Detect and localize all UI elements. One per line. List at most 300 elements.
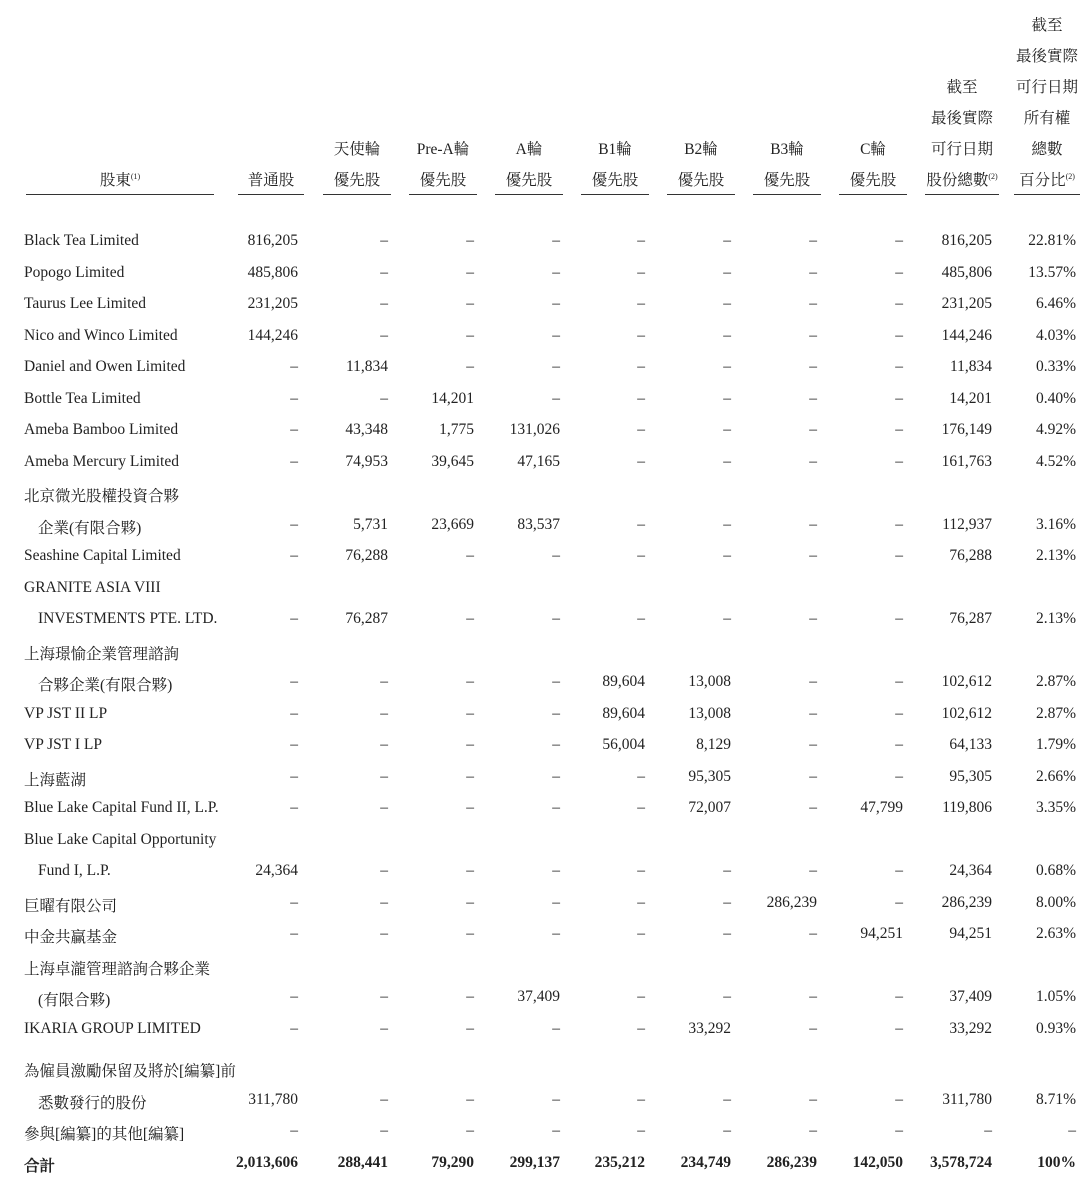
cell-value: –	[466, 893, 474, 911]
table-row	[0, 799, 1080, 831]
cell-value: –	[466, 673, 474, 690]
column-header-line	[409, 134, 477, 165]
column-header-line	[495, 165, 563, 196]
cell-value: 56,004	[602, 736, 645, 753]
cell-value: 24,364	[949, 862, 992, 879]
cell-value: 161,763	[941, 452, 992, 470]
shareholder-name: VP JST I LP	[24, 736, 102, 753]
cell-value: –	[290, 988, 298, 1005]
cell-value: 43,348	[345, 421, 388, 438]
cell-value: –	[723, 326, 731, 344]
cell-value: –	[380, 326, 388, 344]
header-underline	[495, 194, 563, 195]
column-header	[581, 134, 649, 196]
cell-value: –	[809, 736, 817, 753]
column-header-line	[1014, 103, 1080, 134]
total-row	[0, 1154, 1080, 1186]
cell-value: 142,050	[852, 1153, 903, 1171]
column-header-text: B3輪	[770, 141, 804, 158]
header-underline	[925, 194, 999, 195]
cell-value: –	[290, 736, 298, 753]
column-header-line	[238, 165, 304, 196]
footnote-marker: (1)	[130, 171, 141, 181]
column-header-line	[323, 165, 391, 196]
column-header-text: 優先股	[333, 172, 381, 189]
column-header-text: 優先股	[419, 172, 467, 189]
cell-value: –	[723, 862, 731, 879]
table-row	[0, 768, 1080, 800]
shareholder-name: 合計	[24, 1157, 56, 1175]
shareholder-name: Blue Lake Capital Opportunity	[24, 830, 217, 848]
cell-value: 286,239	[766, 893, 817, 911]
cell-value: 8,129	[696, 736, 731, 753]
column-header-line	[323, 134, 391, 165]
header-underline	[26, 194, 214, 195]
shareholder-name: Daniel and Owen Limited	[24, 358, 186, 375]
cell-value: –	[552, 893, 560, 911]
cell-value: 95,305	[949, 767, 992, 785]
cell-value: 79,290	[431, 1153, 474, 1171]
cell-value: –	[380, 925, 388, 942]
cell-value: 235,212	[594, 1153, 645, 1171]
cell-value: 286,239	[941, 893, 992, 911]
cell-value: –	[466, 1019, 474, 1037]
table-row	[0, 642, 1080, 705]
column-header-line	[1014, 10, 1080, 41]
table-row	[0, 894, 1080, 926]
cell-value: –	[552, 1090, 560, 1108]
column-header-text: C輪	[860, 141, 886, 158]
cell-value: 286,239	[766, 1153, 817, 1171]
shareholder-name: (有限合夥)	[38, 992, 111, 1009]
cell-value: 3.16%	[1035, 515, 1076, 533]
table-row	[0, 579, 1080, 642]
table-row	[0, 705, 1080, 737]
column-header	[323, 134, 391, 196]
cell-value: 47,799	[860, 799, 903, 816]
cell-value: –	[723, 925, 731, 942]
cell-value: 8.00%	[1035, 893, 1076, 911]
table-row	[0, 1059, 1080, 1122]
column-header-line	[1014, 41, 1080, 72]
cell-value: –	[895, 610, 903, 627]
cell-value: –	[552, 799, 560, 816]
cell-value: –	[809, 389, 817, 407]
column-header-text: 優先股	[505, 172, 553, 189]
column-header-text: 截至	[1031, 17, 1063, 34]
cell-value: 3,578,724	[930, 1153, 992, 1171]
cell-value: –	[552, 736, 560, 753]
cell-value: –	[809, 232, 817, 249]
header-underline	[238, 194, 304, 195]
cell-value: –	[723, 1122, 731, 1139]
column-header	[1014, 10, 1080, 196]
cell-value: 23,669	[431, 515, 474, 533]
cell-value: –	[723, 1090, 731, 1108]
cell-value: 76,287	[949, 610, 992, 627]
cell-value: 0.40%	[1035, 389, 1076, 407]
column-header-text: 截至	[946, 79, 978, 96]
column-header-line	[1014, 134, 1080, 165]
cell-value: –	[723, 232, 731, 249]
shareholder-name: Taurus Lee Limited	[24, 295, 147, 312]
cell-value: –	[552, 547, 560, 564]
cell-value: 2.13%	[1035, 610, 1076, 627]
cell-value: 76,288	[949, 547, 992, 564]
column-header-text: B1輪	[598, 141, 632, 158]
cell-value: 2.13%	[1035, 547, 1076, 564]
table-row	[0, 358, 1080, 390]
column-header-text: 百分比	[1019, 172, 1066, 189]
header-underline	[667, 194, 735, 195]
cell-value: –	[552, 358, 560, 375]
table-row	[0, 421, 1080, 453]
cell-value: –	[637, 988, 645, 1005]
cell-value: –	[290, 704, 298, 722]
column-header-line	[1014, 72, 1080, 103]
cell-value: –	[809, 452, 817, 470]
cell-value: –	[637, 263, 645, 281]
cell-value: 231,205	[247, 295, 298, 312]
column-header	[925, 72, 999, 196]
cell-value: –	[809, 421, 817, 438]
shareholder-name: 悉數發行的股份	[38, 1094, 147, 1112]
column-header	[26, 165, 214, 196]
cell-value: –	[809, 862, 817, 879]
cell-value: 1.05%	[1035, 988, 1076, 1005]
cell-value: –	[380, 1019, 388, 1037]
cell-value: –	[895, 988, 903, 1005]
cell-value: –	[723, 358, 731, 375]
cell-value: –	[290, 1122, 298, 1139]
cell-value: –	[895, 547, 903, 564]
cell-value: 288,441	[337, 1153, 388, 1171]
cell-value: –	[809, 925, 817, 942]
cell-value: 311,780	[942, 1090, 992, 1108]
header-underline	[839, 194, 907, 195]
cell-value: 4.92%	[1035, 421, 1076, 438]
table-row	[0, 736, 1080, 768]
shareholder-name: 上海藍湖	[24, 771, 87, 789]
cell-value: –	[380, 704, 388, 722]
cell-value: 2.87%	[1035, 673, 1076, 690]
cell-value: –	[895, 295, 903, 312]
column-header-line	[925, 134, 999, 165]
cell-value: 144,246	[941, 326, 992, 344]
column-header-line	[581, 134, 649, 165]
cell-value: –	[637, 1122, 645, 1139]
cell-value: –	[466, 358, 474, 375]
cell-value: –	[466, 704, 474, 722]
cell-value: 144,246	[247, 326, 298, 344]
cell-value: 816,205	[247, 232, 298, 249]
cell-value: 119,806	[942, 799, 992, 816]
column-header-text: 股東	[99, 172, 131, 189]
cell-value: –	[637, 1090, 645, 1108]
table-row	[0, 327, 1080, 359]
cell-value: 37,409	[949, 988, 992, 1005]
cell-value: 816,205	[941, 232, 992, 249]
cell-value: –	[380, 1122, 388, 1139]
shareholder-name: Bottle Tea Limited	[24, 389, 141, 407]
cell-value: –	[380, 295, 388, 312]
cell-value: –	[466, 610, 474, 627]
cell-value: –	[466, 862, 474, 879]
header-underline	[323, 194, 391, 195]
cell-value: –	[466, 925, 474, 942]
cell-value: –	[380, 389, 388, 407]
cell-value: –	[809, 1122, 817, 1139]
cell-value: –	[637, 515, 645, 533]
cell-value: –	[637, 799, 645, 816]
cell-value: 24,364	[255, 862, 298, 879]
shareholder-name: INVESTMENTS PTE. LTD.	[38, 610, 218, 627]
column-header-text: 天使輪	[333, 141, 381, 158]
cell-value: –	[290, 452, 298, 470]
cell-value: 47,165	[517, 452, 560, 470]
cell-value: –	[637, 925, 645, 942]
footnote-marker: (2)	[1065, 171, 1075, 181]
cell-value: –	[809, 610, 817, 627]
cell-value: –	[723, 452, 731, 470]
cell-value: –	[466, 736, 474, 753]
cell-value: –	[637, 767, 645, 785]
table-row	[0, 1122, 1080, 1154]
cell-value: –	[552, 232, 560, 249]
cell-value: –	[895, 736, 903, 753]
cell-value: 72,007	[688, 799, 731, 816]
cell-value: –	[552, 704, 560, 722]
column-header-text: 可行日期	[930, 141, 993, 158]
cell-value: –	[809, 326, 817, 344]
cell-value: –	[723, 988, 731, 1005]
cell-value: 83,537	[517, 515, 560, 533]
table-row	[0, 547, 1080, 579]
cell-value: –	[552, 295, 560, 312]
cell-value: –	[637, 421, 645, 438]
cell-value: –	[637, 862, 645, 879]
shareholder-name: 企業(有限合夥)	[38, 519, 142, 537]
cell-value: 76,288	[345, 547, 388, 564]
cell-value: –	[809, 704, 817, 722]
cell-value: 11,834	[345, 358, 388, 375]
cell-value: 234,749	[680, 1153, 731, 1171]
cell-value: –	[895, 1122, 903, 1139]
cell-value: –	[380, 1090, 388, 1108]
cell-value: –	[895, 389, 903, 407]
cell-value: 33,292	[688, 1019, 731, 1037]
cell-value: –	[290, 547, 298, 564]
cell-value: 102,612	[941, 673, 992, 690]
cell-value: –	[637, 893, 645, 911]
cell-value: –	[552, 767, 560, 785]
cell-value: –	[290, 767, 298, 785]
cell-value: –	[723, 421, 731, 438]
cell-value: 1,775	[439, 421, 474, 438]
column-header-line	[26, 165, 214, 196]
cell-value: –	[895, 862, 903, 879]
cell-value: –	[552, 862, 560, 879]
cell-value: –	[637, 1019, 645, 1037]
cell-value: –	[552, 326, 560, 344]
cell-value: –	[380, 736, 388, 753]
column-header-line	[753, 134, 821, 165]
cell-value: 4.52%	[1035, 452, 1076, 470]
cell-value: –	[895, 767, 903, 785]
cell-value: 485,806	[247, 263, 298, 281]
cell-value: 0.33%	[1035, 358, 1076, 375]
header-underline	[581, 194, 649, 195]
shareholder-name: GRANITE ASIA VIII	[24, 578, 161, 596]
cell-value: –	[552, 673, 560, 690]
column-header-text: 優先股	[763, 172, 811, 189]
shareholder-name: Fund I, L.P.	[38, 862, 111, 879]
cell-value: –	[466, 547, 474, 564]
column-header-text: 普通股	[247, 172, 295, 189]
cell-value: –	[290, 799, 298, 816]
cell-value: 4.03%	[1035, 326, 1076, 344]
shareholder-name: Seashine Capital Limited	[24, 547, 181, 564]
cell-value: –	[466, 295, 474, 312]
cell-value: 89,604	[602, 673, 645, 690]
footnote-marker: (2)	[988, 171, 998, 181]
shareholder-name: Nico and Winco Limited	[24, 326, 178, 344]
cell-value: –	[895, 893, 903, 911]
cell-value: –	[552, 610, 560, 627]
cell-value: –	[1068, 1122, 1076, 1139]
cell-value: –	[466, 799, 474, 816]
cell-value: –	[809, 1090, 817, 1108]
cell-value: 37,409	[517, 988, 560, 1005]
column-header-line	[1014, 165, 1080, 196]
shareholder-name: 上海璟愉企業管理諮詢	[24, 645, 180, 663]
cell-value: –	[466, 326, 474, 344]
column-header-text: 優先股	[677, 172, 725, 189]
cell-value: –	[290, 515, 298, 533]
cell-value: –	[552, 1019, 560, 1037]
cell-value: –	[895, 452, 903, 470]
shareholder-name: 為僱員激勵保留及將於[編纂]前	[24, 1063, 236, 1080]
column-header-text: 總數	[1031, 141, 1063, 158]
cell-value: –	[895, 421, 903, 438]
cell-value: –	[290, 893, 298, 911]
column-header-line	[667, 165, 735, 196]
cell-value: –	[723, 547, 731, 564]
cell-value: –	[895, 1090, 903, 1108]
shareholder-name: IKARIA GROUP LIMITED	[24, 1019, 201, 1037]
cell-value: –	[637, 452, 645, 470]
column-header	[753, 134, 821, 196]
cell-value: 11,834	[949, 358, 992, 375]
cell-value: 13.57%	[1028, 263, 1076, 281]
cell-value: –	[809, 263, 817, 281]
column-header-text: 可行日期	[1015, 79, 1078, 96]
cell-value: –	[380, 862, 388, 879]
cell-value: 102,612	[941, 704, 992, 722]
cell-value: –	[380, 799, 388, 816]
cell-value: 2.87%	[1035, 704, 1076, 722]
cell-value: 94,251	[949, 925, 992, 942]
cell-value: –	[895, 704, 903, 722]
cell-value: –	[466, 767, 474, 785]
cell-value: –	[380, 263, 388, 281]
cell-value: –	[809, 988, 817, 1005]
cell-value: –	[466, 263, 474, 281]
table-row	[0, 295, 1080, 327]
cell-value: –	[637, 358, 645, 375]
cell-value: 2.63%	[1035, 925, 1076, 942]
column-header	[839, 134, 907, 196]
column-header-line	[753, 165, 821, 196]
column-header-line	[581, 165, 649, 196]
cell-value: 1.79%	[1035, 736, 1076, 753]
cell-value: –	[637, 389, 645, 407]
cell-value: –	[895, 326, 903, 344]
shareholder-name: Ameba Bamboo Limited	[24, 421, 179, 438]
cell-value: 94,251	[860, 925, 903, 942]
cell-value: –	[809, 515, 817, 533]
column-header-text: A輪	[515, 141, 543, 158]
column-header	[667, 134, 735, 196]
cell-value: –	[466, 1090, 474, 1108]
cell-value: –	[723, 515, 731, 533]
cell-value: 95,305	[688, 767, 731, 785]
cell-value: –	[637, 295, 645, 312]
cell-value: –	[290, 925, 298, 942]
table-row	[0, 232, 1080, 264]
cell-value: –	[637, 326, 645, 344]
cell-value: –	[380, 988, 388, 1005]
cell-value: –	[466, 988, 474, 1005]
column-header-line	[925, 103, 999, 134]
shareholder-name: 中金共贏基金	[24, 929, 118, 946]
column-header-text: 最後實際	[1015, 48, 1078, 65]
cell-value: 22.81%	[1028, 232, 1076, 249]
cell-value: –	[809, 799, 817, 816]
cell-value: –	[809, 358, 817, 375]
cell-value: –	[290, 421, 298, 438]
cell-value: 64,133	[949, 736, 992, 753]
header-underline	[1014, 194, 1080, 195]
cell-value: 2,013,606	[236, 1153, 298, 1171]
cell-value: 299,137	[509, 1153, 560, 1171]
column-header-text: 股份總數	[926, 172, 989, 189]
cell-value: 89,604	[602, 704, 645, 722]
cell-value: –	[290, 610, 298, 627]
cell-value: –	[552, 263, 560, 281]
cell-value: –	[895, 232, 903, 249]
cell-value: 5,731	[353, 515, 388, 533]
table-row	[0, 453, 1080, 485]
cell-value: –	[380, 673, 388, 690]
cell-value: –	[984, 1122, 992, 1139]
column-header-line	[925, 165, 999, 196]
shareholder-name: 參與[編纂]的其他[編纂]	[24, 1126, 185, 1143]
cell-value: –	[723, 263, 731, 281]
cell-value: –	[380, 767, 388, 785]
cell-value: –	[466, 232, 474, 249]
table-row	[0, 390, 1080, 422]
cell-value: –	[290, 358, 298, 375]
cell-value: –	[290, 1019, 298, 1037]
cell-value: 100%	[1037, 1153, 1076, 1171]
cell-value: –	[809, 295, 817, 312]
column-header-text: B2輪	[684, 141, 718, 158]
cell-value: –	[895, 263, 903, 281]
shareholder-name: 巨曜有限公司	[24, 897, 118, 915]
cell-value: 0.93%	[1035, 1019, 1076, 1037]
shareholder-name: VP JST II LP	[24, 704, 108, 722]
